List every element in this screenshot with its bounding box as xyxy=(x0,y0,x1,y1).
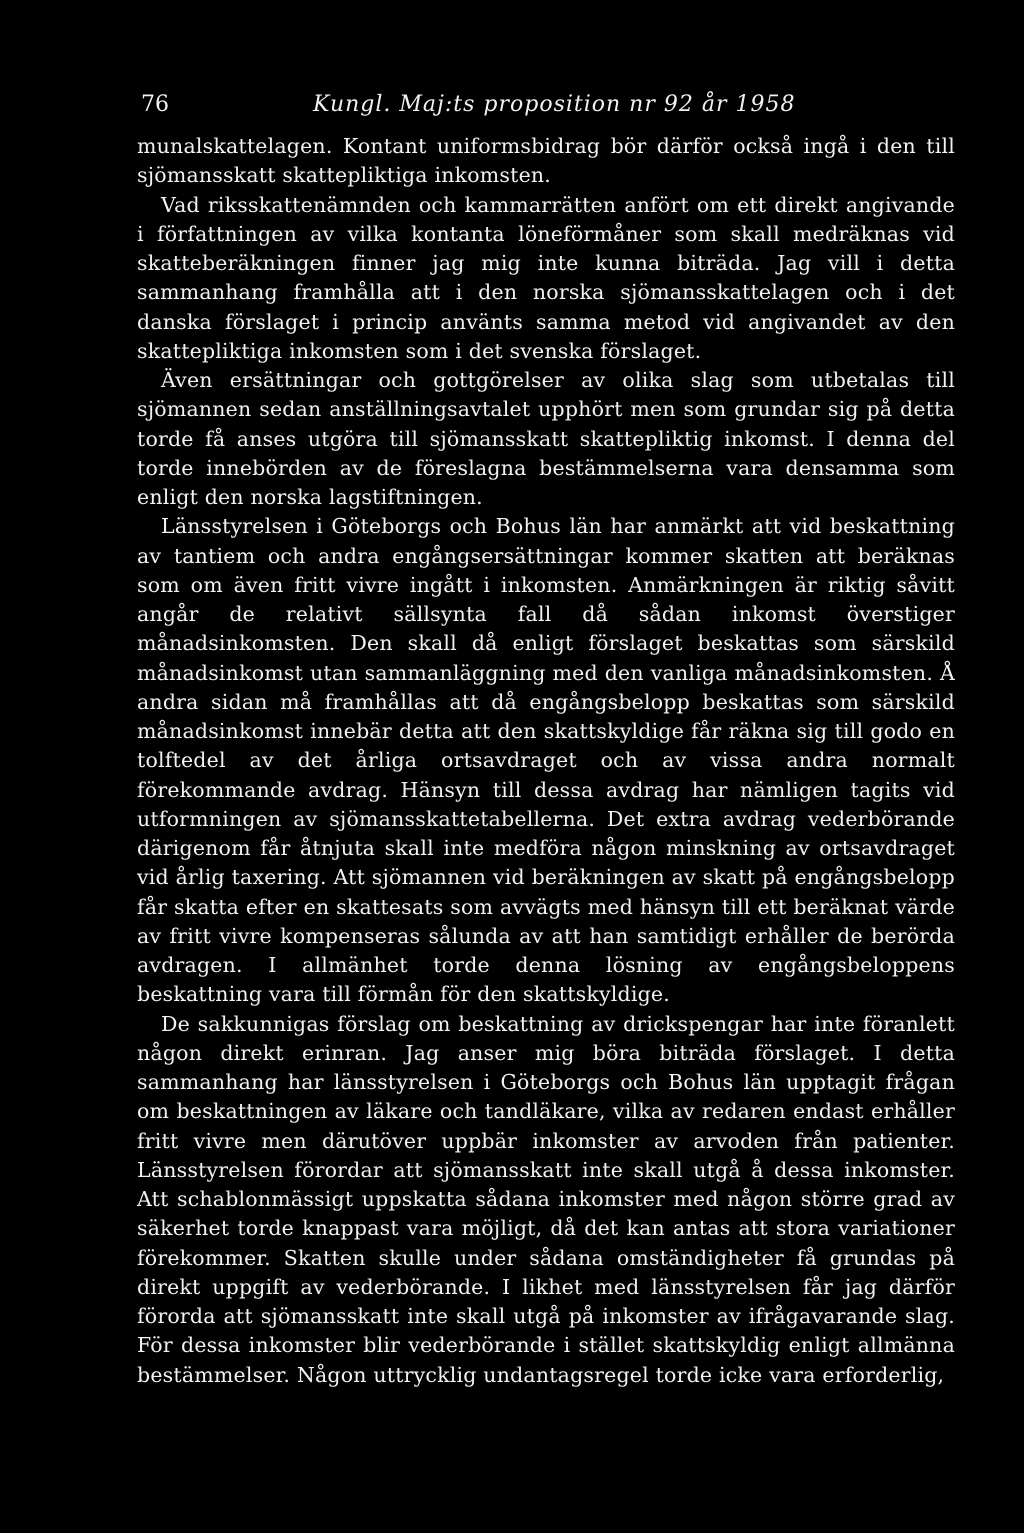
page-number: 76 xyxy=(141,92,169,117)
running-title: Kungl. Maj:ts proposition nr 92 år 1958 xyxy=(313,92,796,117)
paragraph: De sakkunnigas förslag om beskattning av drickspengar har inte föranlett någon direkt erinran. Jag anser mig böra biträda förslaget. I detta sammanhang har länsstyrelsen i Göteborgs och Bohus län upptagit frågan om beskattningen av läkare och tandläkare, vilka av redaren endast erhåller fritt vivre men därutöver uppbär inkomster av arvoden från patienter. Länsstyrelsen förordar att sjömansskatt inte skall utgå å dessa inkomster. Att schablonmässigt uppskatta sådana inkomster med någon större grad av säkerhet torde knappast vara möjligt, då det kan antas att stora variationer förekommer. Skatten skulle under sådana omständigheter få grundas på direkt uppgift av vederbörande. I likhet med länsstyrelsen får jag därför förorda att sjömansskatt inte skall utgå på inkomster av ifrågavarande slag. För dessa inkomster blir vederbörande i stället skattskyldig enligt allmänna bestämmelser. Någon uttrycklig undantagsregel torde icke vara erforderlig, xyxy=(137,1011,955,1387)
paragraph: Länsstyrelsen i Göteborgs och Bohus län har anmärkt att vid beskattning av tantiem och andra engångsersättningar kommer skatten att beräknas som om även fritt vivre ingått i inkomsten. Anmärkningen är riktig såvitt angår de relativt sällsynta fall då sådan inkomst överstiger månadsinkomsten. Den skall då enligt förslaget beskattas som särskild månadsinkomst utan sammanläggning med den vanliga månadsinkomsten. Å andra sidan må framhållas att då engångsbelopp beskattas som särskild månadsinkomst innebär detta att den skattskyldige får räkna sig till godo en tolftedel av det årliga ortsavdraget och av vissa andra normalt förekommande avdrag. Hänsyn till dessa avdrag har nämligen tagits vid utformningen av sjömansskattetabellerna. Det extra avdrag vederbörande därigenom får åtnjuta skall inte medföra någon minskning av ortsavdraget vid årlig taxering. Att sjömannen vid beräkningen av skatt på engångsbelopp får skatta efter en skattesats som avvägts med hänsyn till ett beräknat värde av fritt vivre kompenseras sålunda av att han samtidigt erhåller de berörda avdragen. I allmänhet torde denna lösning av engångsbeloppens beskattning vara till förmån för den skattskyldige. xyxy=(137,514,955,1007)
paragraph: Även ersättningar och gottgörelser av olika slag som utbetalas till sjömannen sedan anställningsavtalet upphört men som grundar sig på detta torde få anses utgöra till sjömansskatt skattepliktig inkomst. I denna del torde innebörden av de föreslagna bestämmelserna vara densamma som enligt den norska lagstiftningen. xyxy=(137,368,955,509)
page-header xyxy=(141,88,961,122)
paragraph: Vad riksskattenämnden och kammarrätten anfört om ett direkt angivande i författningen av vilka kontanta löneförmåner som skall medräknas vid skatteberäkningen finner jag mig inte kunna biträda. Jag vill i detta sammanhang framhålla att i den norska sjömansskattelagen och i det danska förslaget i princip använts samma metod vid angivandet av den skattepliktiga inkomsten som i det svenska förslaget. xyxy=(137,192,955,363)
body-text xyxy=(137,132,955,1390)
paragraph: munalskattelagen. Kontant uniformsbidrag bör därför också ingå i den till sjömansskatt skattepliktiga inkomsten. xyxy=(137,134,955,188)
